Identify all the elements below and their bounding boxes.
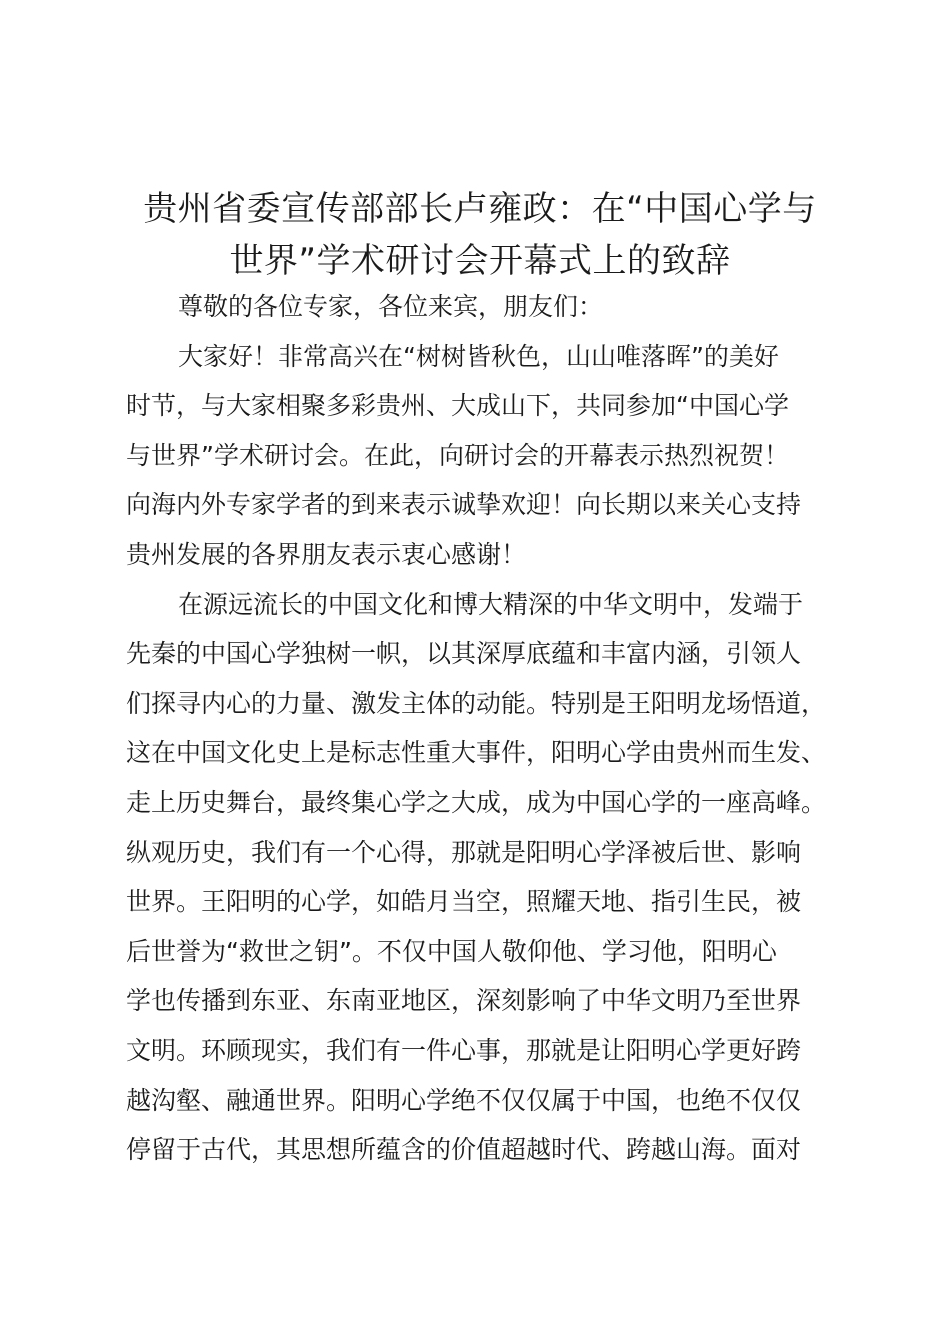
document-title — [110, 183, 850, 287]
text-line: 在源远流长的中国文化和博大精深的中华文明中，发端于 — [178, 589, 804, 619]
text-line: 们探寻内心的力量、激发主体的动能。特别是王阳明龙场悟道， — [126, 688, 827, 718]
text-line: 这在中国文化史上是标志性重大事件，阳明心学由贵州而生发、 — [126, 738, 827, 768]
title-line: 世界”学术研讨会开幕式上的致辞 — [229, 241, 731, 281]
text-line: 先秦的中国心学独树一帜，以其深厚底蕴和丰富内涵，引领人 — [126, 639, 802, 669]
text-line: 后世誉为“救世之钥”。不仅中国人敬仰他、学习他，阳明心 — [126, 936, 777, 966]
text-line: 学也传播到东亚、东南亚地区，深刻影响了中华文明乃至世界 — [126, 986, 802, 1016]
document-body — [126, 282, 856, 1175]
title-line: 贵州省委宣传部部长卢雍政：在“中国心学与 — [143, 189, 817, 229]
text-line: 纵观历史，我们有一个心得，那就是阳明心学泽被后世、影响 — [126, 837, 802, 867]
text-line: 停留于古代，其思想所蕴含的价值超越时代、跨越山海。面对 — [126, 1135, 802, 1165]
body-paragraph — [126, 580, 856, 1175]
salutation-paragraph — [126, 282, 856, 332]
greeting-paragraph — [126, 332, 856, 580]
text-line: 大家好！非常高兴在“树树皆秋色，山山唯落晖”的美好 — [178, 341, 779, 371]
text-line: 向海内外专家学者的到来表示诚挚欢迎！向长期以来关心支持 — [126, 490, 802, 520]
text-line: 时节，与大家相聚多彩贵州、大成山下，共同参加“中国心学 — [126, 391, 789, 421]
text-line: 越沟壑、融通世界。阳明心学绝不仅仅属于中国，也绝不仅仅 — [126, 1085, 802, 1115]
text-line: 贵州发展的各界朋友表示衷心感谢！ — [126, 539, 527, 569]
text-line: 尊敬的各位专家，各位来宾，朋友们： — [178, 292, 604, 321]
text-line: 文明。环顾现实，我们有一件心事，那就是让阳明心学更好跨 — [126, 1035, 802, 1065]
text-line: 世界。王阳明的心学，如皓月当空，照耀天地、指引生民，被 — [126, 887, 802, 917]
text-line: 走上历史舞台，最终集心学之大成，成为中国心学的一座高峰。 — [126, 787, 827, 817]
text-line: 与世界”学术研讨会。在此，向研讨会的开幕表示热烈祝贺！ — [126, 440, 789, 470]
